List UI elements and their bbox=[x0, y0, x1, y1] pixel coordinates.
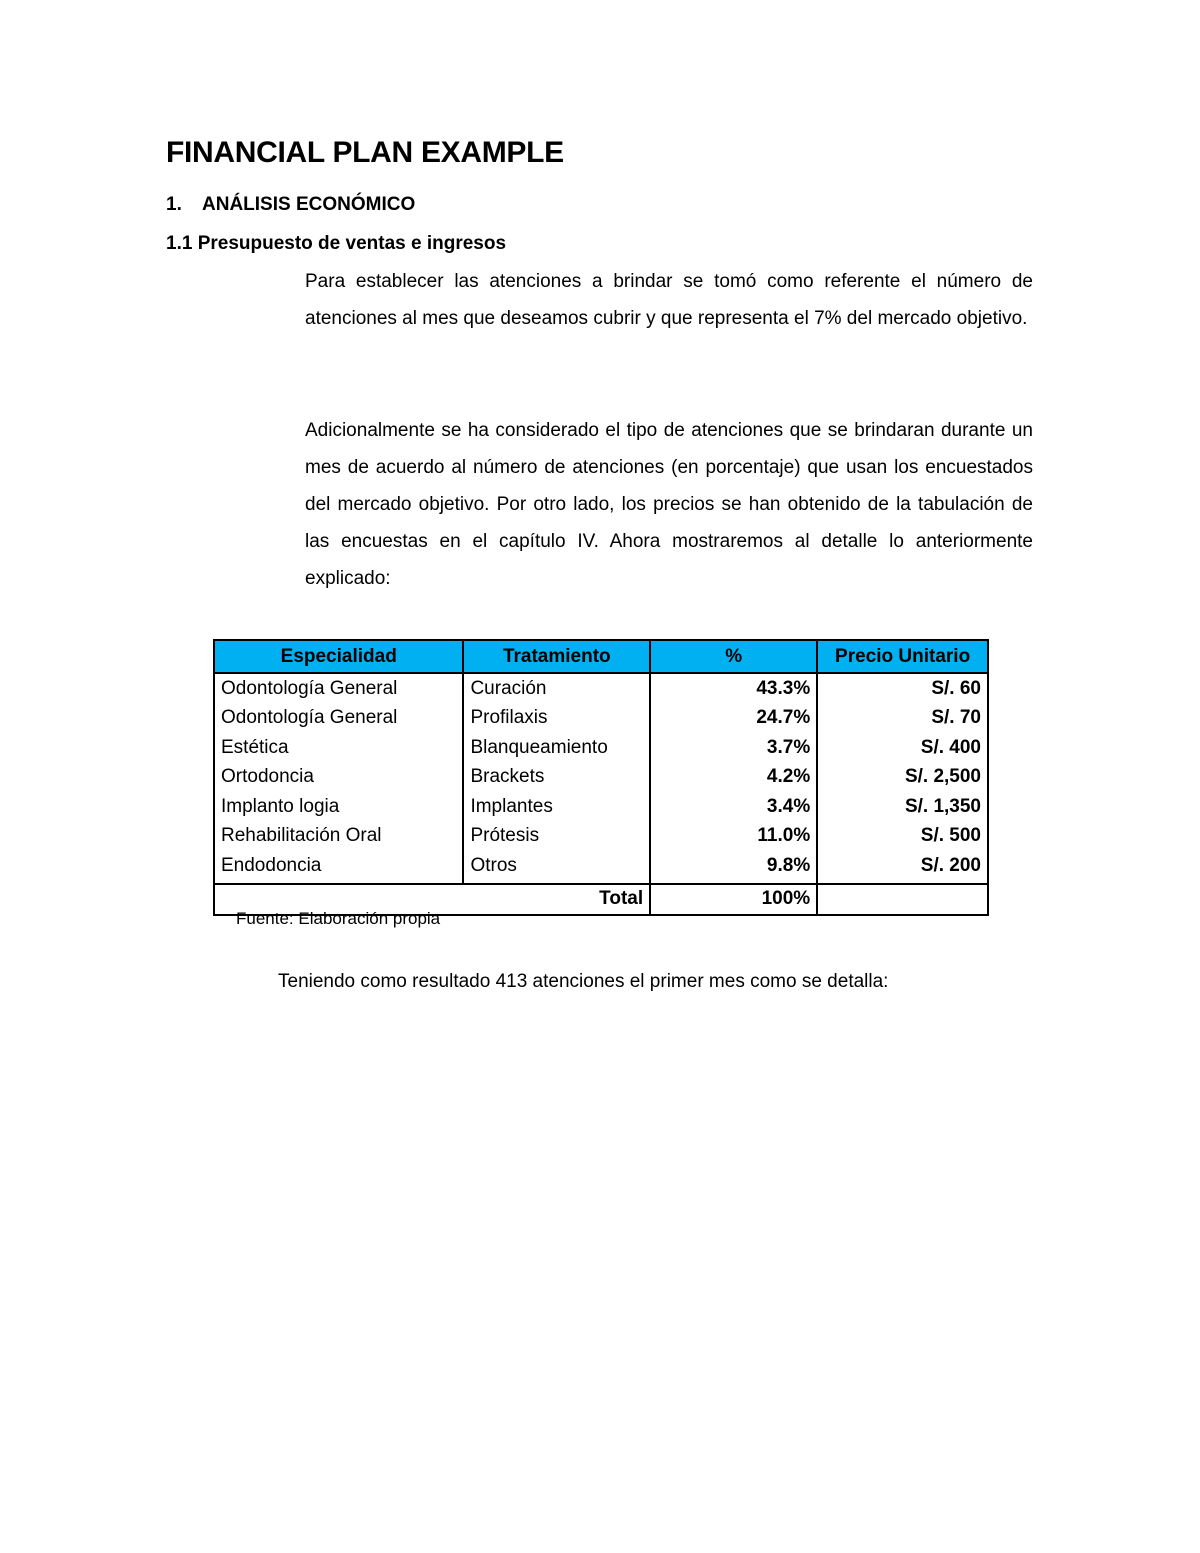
total-percent: 100% bbox=[650, 884, 817, 915]
section-title: ANÁLISIS ECONÓMICO bbox=[202, 194, 416, 215]
cell-percent: 3.7% bbox=[650, 733, 817, 763]
table-row bbox=[214, 763, 988, 793]
cell-precio: S/. 1,350 bbox=[817, 792, 988, 822]
paragraph-intro: Para establecer las atenciones a brindar se tomó como referente el número de atenciones al mes que deseamos cubrir y que representa el 7% del mercado objetivo. bbox=[305, 271, 1033, 329]
table-row bbox=[214, 851, 988, 884]
total-empty-cell bbox=[817, 884, 988, 915]
cell-especialidad: Odontología General bbox=[214, 704, 463, 734]
section-heading bbox=[166, 194, 415, 216]
cell-precio: S/. 60 bbox=[817, 673, 988, 704]
result-line: Teniendo como resultado 413 atenciones el primer mes como se detalla: bbox=[278, 971, 889, 992]
total-label: Total bbox=[214, 884, 650, 915]
subsection-heading: 1.1 Presupuesto de ventas e ingresos bbox=[166, 233, 507, 254]
table-row bbox=[214, 822, 988, 852]
cell-precio: S/. 200 bbox=[817, 851, 988, 884]
cell-percent: 9.8% bbox=[650, 851, 817, 884]
table-row bbox=[214, 792, 988, 822]
header-tratamiento: Tratamiento bbox=[463, 640, 650, 673]
source-note: Fuente: Elaboración propia bbox=[236, 909, 441, 928]
cell-tratamiento: Blanqueamiento bbox=[463, 733, 650, 763]
table-row bbox=[214, 733, 988, 763]
cell-precio: S/. 500 bbox=[817, 822, 988, 852]
table-header-row bbox=[214, 640, 988, 673]
header-precio-unitario: Precio Unitario bbox=[817, 640, 988, 673]
cell-especialidad: Odontología General bbox=[214, 673, 463, 704]
table-row bbox=[214, 704, 988, 734]
cell-tratamiento: Profilaxis bbox=[463, 704, 650, 734]
cell-especialidad: Estética bbox=[214, 733, 463, 763]
paragraph-detail: Adicionalmente se ha considerado el tipo de atenciones que se brindaran durante un mes de acuerdo al número de atenciones (en porcentaje) que usan los encuestados del mercado objetivo. Por otro lado, los precios se han obtenido de la tabulación de las encuestas en el capítulo IV. Ahora mostraremos al detalle lo anteriormente explicado: bbox=[305, 420, 1033, 589]
cell-tratamiento: Implantes bbox=[463, 792, 650, 822]
cell-especialidad: Implanto logia bbox=[214, 792, 463, 822]
cell-percent: 3.4% bbox=[650, 792, 817, 822]
cell-tratamiento: Prótesis bbox=[463, 822, 650, 852]
treatments-table bbox=[213, 639, 989, 916]
cell-percent: 43.3% bbox=[650, 673, 817, 704]
cell-especialidad: Ortodoncia bbox=[214, 763, 463, 793]
cell-especialidad: Endodoncia bbox=[214, 851, 463, 884]
cell-tratamiento: Otros bbox=[463, 851, 650, 884]
document-title: FINANCIAL PLAN EXAMPLE bbox=[166, 136, 564, 169]
cell-precio: S/. 70 bbox=[817, 704, 988, 734]
cell-precio: S/. 2,500 bbox=[817, 763, 988, 793]
cell-percent: 11.0% bbox=[650, 822, 817, 852]
cell-tratamiento: Brackets bbox=[463, 763, 650, 793]
header-percent: % bbox=[650, 640, 817, 673]
cell-precio: S/. 400 bbox=[817, 733, 988, 763]
header-especialidad: Especialidad bbox=[214, 640, 463, 673]
cell-tratamiento: Curación bbox=[463, 673, 650, 704]
section-number: 1. bbox=[166, 194, 182, 215]
table-row bbox=[214, 673, 988, 704]
cell-percent: 4.2% bbox=[650, 763, 817, 793]
cell-especialidad: Rehabilitación Oral bbox=[214, 822, 463, 852]
cell-percent: 24.7% bbox=[650, 704, 817, 734]
